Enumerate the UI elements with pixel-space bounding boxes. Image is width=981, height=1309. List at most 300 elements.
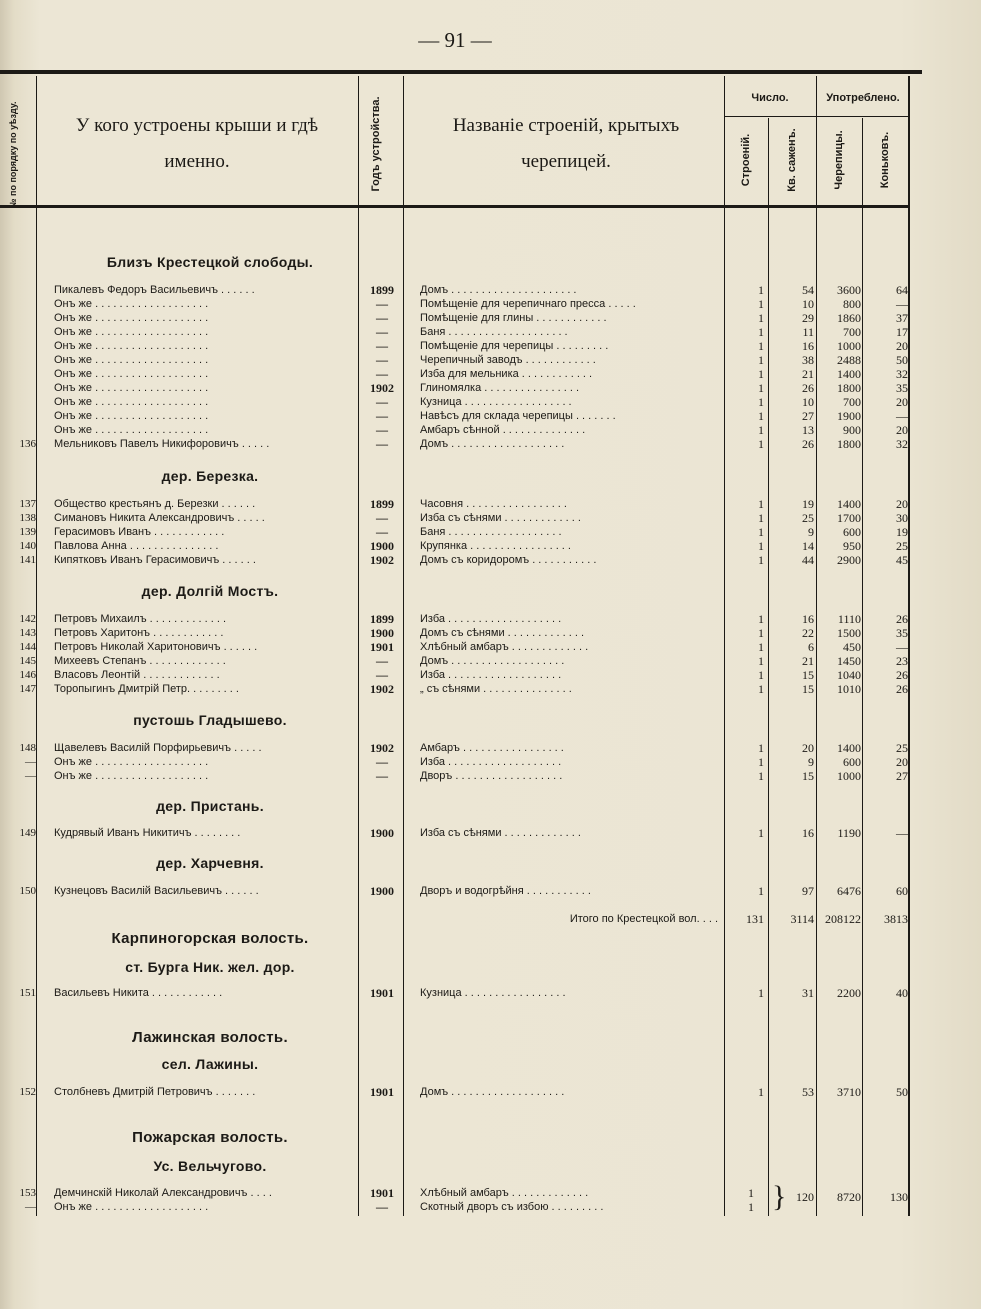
row-year: —	[376, 755, 388, 769]
volost-title: Пожарская волость.	[132, 1129, 288, 1146]
row-no: 153	[19, 1187, 36, 1199]
row-count: 1	[758, 283, 764, 297]
shared-values-row	[0, 1190, 910, 1204]
row-tiles: 1800	[837, 437, 861, 451]
row-ridges: 20	[896, 395, 908, 409]
row-year: —	[376, 353, 388, 367]
row-no: 142	[19, 613, 36, 625]
total-sq: 3114	[790, 912, 814, 926]
row-building: Хлѣбный амбаръ . . . . . . . . . . . . .	[420, 641, 589, 653]
row-no: 139	[19, 526, 36, 538]
table-row	[0, 395, 910, 409]
row-count: 1	[758, 553, 764, 567]
row-building: Крупянка . . . . . . . . . . . . . . . . .	[420, 540, 571, 552]
row-year: 1900	[370, 626, 394, 640]
table-row	[0, 769, 910, 783]
row-count: 1	[758, 339, 764, 353]
row-tiles: 1860	[837, 311, 861, 325]
row-ridges: 130	[890, 1190, 908, 1204]
row-count: 1	[758, 668, 764, 682]
row-owner: Онъ же . . . . . . . . . . . . . . . . . . .	[54, 368, 209, 380]
table-row	[0, 755, 910, 769]
table-row	[0, 654, 910, 668]
page-number: — 91 —	[418, 28, 492, 52]
header-col-building: Названіе строеній, крытыхъ черепицей.	[452, 115, 680, 172]
row-building: Дворъ . . . . . . . . . . . . . . . . . .	[420, 770, 563, 782]
row-ridges: 20	[896, 339, 908, 353]
row-year: 1899	[370, 283, 394, 297]
row-ridges: 20	[896, 423, 908, 437]
row-ridges: —	[896, 409, 908, 423]
row-year: 1900	[370, 884, 394, 898]
row-year: —	[376, 395, 388, 409]
row-owner: Петровъ Харитонъ . . . . . . . . . . . .	[54, 627, 224, 639]
row-no: 147	[19, 683, 36, 695]
row-ridges: 64	[896, 283, 908, 297]
row-ridges: 25	[896, 741, 908, 755]
row-year: 1900	[370, 539, 394, 553]
table-row	[0, 612, 910, 626]
table-row	[0, 297, 910, 311]
row-tiles: 1400	[837, 741, 861, 755]
row-sq: 20	[802, 741, 814, 755]
row-building: Кузница . . . . . . . . . . . . . . . . . .	[420, 396, 572, 408]
row-building: Помѣщеніе для черепичнаго пресса . . . . .	[420, 298, 636, 310]
row-owner: Власовъ Леонтій . . . . . . . . . . . . .	[54, 669, 220, 681]
row-year: 1899	[370, 497, 394, 511]
row-sq: 16	[802, 339, 814, 353]
row-sq: 10	[802, 395, 814, 409]
row-building: Навѣсъ для склада черепицы . . . . . . .	[420, 410, 616, 422]
row-sq: 38	[802, 353, 814, 367]
row-owner: Онъ же . . . . . . . . . . . . . . . . . . .	[54, 312, 209, 324]
row-no: —	[25, 770, 36, 782]
row-year: —	[376, 311, 388, 325]
row-ridges: 20	[896, 497, 908, 511]
row-year: —	[376, 339, 388, 353]
table-row	[0, 311, 910, 325]
row-sq: 16	[802, 826, 814, 840]
row-ridges: 20	[896, 755, 908, 769]
row-ridges: 50	[896, 353, 908, 367]
table-row	[0, 525, 910, 539]
row-ridges: —	[896, 297, 908, 311]
row-owner: Столбневъ Дмитрій Петровичъ . . . . . . .	[54, 1086, 256, 1098]
row-tiles: 3600	[837, 283, 861, 297]
total-label: Итого по Крестецкой вол. . . .	[569, 913, 718, 925]
table-row	[0, 367, 910, 381]
row-ridges: 30	[896, 511, 908, 525]
row-no: 146	[19, 669, 36, 681]
header-bottom-rule	[0, 205, 908, 208]
row-sq: 97	[802, 884, 814, 898]
row-count: 1	[758, 381, 764, 395]
row-sq: 25	[802, 511, 814, 525]
row-owner: Онъ же . . . . . . . . . . . . . . . . . . .	[54, 340, 209, 352]
row-ridges: 25	[896, 539, 908, 553]
total-ridges: 3813	[884, 912, 908, 926]
row-no: —	[25, 756, 36, 768]
row-sq: 54	[802, 283, 814, 297]
row-year: 1899	[370, 612, 394, 626]
row-sq: 11	[802, 325, 814, 339]
row-ridges: 50	[896, 1085, 908, 1099]
row-no: 149	[19, 827, 36, 839]
row-building: Домъ . . . . . . . . . . . . . . . . . . .	[420, 438, 565, 450]
row-sq: 26	[802, 437, 814, 451]
row-year: —	[376, 769, 388, 783]
volost-subtitle: сел. Лажины.	[161, 1056, 259, 1072]
row-ridges: 32	[896, 367, 908, 381]
row-sq: 13	[802, 423, 814, 437]
row-count: 1	[748, 1200, 754, 1214]
table-row	[0, 409, 910, 423]
row-count: 1	[758, 409, 764, 423]
row-year: —	[376, 409, 388, 423]
row-building: Часовня . . . . . . . . . . . . . . . . .	[420, 498, 567, 510]
row-owner: Общество крестьянъ д. Березки . . . . . .	[54, 498, 256, 510]
row-building: Домъ съ сѣнями . . . . . . . . . . . . .	[420, 627, 585, 639]
row-count: 1	[758, 539, 764, 553]
table-row	[0, 283, 910, 297]
row-count: 1	[758, 497, 764, 511]
row-count: 1	[748, 1186, 754, 1200]
row-no: 152	[19, 1086, 36, 1098]
row-count: 1	[758, 884, 764, 898]
row-ridges: 26	[896, 612, 908, 626]
row-count: 1	[758, 437, 764, 451]
row-building: Изба . . . . . . . . . . . . . . . . . . .	[420, 756, 562, 768]
row-owner: Онъ же . . . . . . . . . . . . . . . . . . .	[54, 410, 209, 422]
row-tiles: 1040	[837, 668, 861, 682]
table-row	[0, 668, 910, 682]
row-tiles: 1400	[837, 367, 861, 381]
row-ridges: 19	[896, 525, 908, 539]
row-year: —	[376, 654, 388, 668]
header-col-no: № по порядку по уѣзду.	[8, 101, 18, 209]
row-tiles: 600	[843, 755, 861, 769]
row-year: —	[376, 297, 388, 311]
row-tiles: 2488	[837, 353, 861, 367]
row-year: —	[376, 1200, 388, 1214]
table-row	[0, 884, 910, 898]
row-owner: Онъ же . . . . . . . . . . . . . . . . . . .	[54, 756, 209, 768]
row-year: 1902	[370, 682, 394, 696]
volost-title: Лажинская волость.	[132, 1029, 288, 1046]
row-count: 1	[758, 395, 764, 409]
row-ridges: 26	[896, 668, 908, 682]
row-count: 1	[758, 769, 764, 783]
top-rule	[0, 70, 922, 74]
row-no: —	[25, 1201, 36, 1213]
row-no: 144	[19, 641, 36, 653]
row-sq: 29	[802, 311, 814, 325]
row-year: 1902	[370, 553, 394, 567]
row-year: —	[376, 367, 388, 381]
row-building: Дворъ и водогрѣйня . . . . . . . . . . .	[420, 885, 591, 897]
row-year: —	[376, 668, 388, 682]
row-owner: Онъ же . . . . . . . . . . . . . . . . . . .	[54, 770, 209, 782]
row-count: 1	[758, 826, 764, 840]
row-sq: 21	[802, 654, 814, 668]
volost-title: Карпиногорская волость.	[111, 930, 309, 947]
row-tiles: 1900	[837, 409, 861, 423]
row-tiles: 3710	[837, 1085, 861, 1099]
row-no: 148	[19, 742, 36, 754]
header-col-tiles: Черепицы.	[833, 130, 845, 190]
section-title: пустошь Гладышево.	[133, 712, 287, 728]
row-ridges: 40	[896, 986, 908, 1000]
row-ridges: 37	[896, 311, 908, 325]
row-tiles: 1400	[837, 497, 861, 511]
row-tiles: 950	[843, 539, 861, 553]
volost-subtitle: ст. Бурга Ник. жел. дор.	[125, 959, 295, 975]
row-count: 1	[758, 525, 764, 539]
row-building: Домъ съ коридоромъ . . . . . . . . . . .	[420, 554, 597, 566]
row-sq: 44	[802, 553, 814, 567]
row-tiles: 2200	[837, 986, 861, 1000]
row-owner: Онъ же . . . . . . . . . . . . . . . . . . .	[54, 396, 209, 408]
table-row	[0, 511, 910, 525]
table-row	[0, 353, 910, 367]
row-owner: Кипятковъ Иванъ Герасимовичъ . . . . . .	[54, 554, 256, 566]
row-building: Изба съ сѣнями . . . . . . . . . . . . .	[420, 512, 581, 524]
row-building: Помѣщеніе для черепицы . . . . . . . . .	[420, 340, 609, 352]
row-year: 1901	[370, 640, 394, 654]
row-year: 1902	[370, 741, 394, 755]
row-owner: Онъ же . . . . . . . . . . . . . . . . . . .	[54, 382, 209, 394]
row-sq: 9	[808, 525, 814, 539]
row-year: 1900	[370, 826, 394, 840]
total-row	[0, 912, 910, 926]
row-count: 1	[758, 755, 764, 769]
row-sq: 15	[802, 769, 814, 783]
row-count: 1	[758, 367, 764, 381]
row-tiles: 1450	[837, 654, 861, 668]
row-sq: 15	[802, 668, 814, 682]
row-owner: Васильевъ Никита . . . . . . . . . . . .	[54, 987, 223, 999]
row-owner: Герасимовъ Иванъ . . . . . . . . . . . .	[54, 526, 225, 538]
row-sq: 26	[802, 381, 814, 395]
row-tiles: 8720	[837, 1190, 861, 1204]
row-year: —	[376, 437, 388, 451]
row-count: 1	[758, 626, 764, 640]
row-ridges: 23	[896, 654, 908, 668]
brace-glyph: }	[772, 1180, 787, 1213]
row-tiles: 700	[843, 395, 861, 409]
row-ridges: —	[896, 826, 908, 840]
row-no: 150	[19, 885, 36, 897]
row-count: 1	[758, 741, 764, 755]
section-title: дер. Долгій Мостъ.	[141, 583, 279, 599]
row-year: —	[376, 511, 388, 525]
row-owner: Кудрявый Иванъ Никитичъ . . . . . . . .	[54, 827, 241, 839]
row-owner: Мельниковъ Павелъ Никифоровичъ . . . . .	[54, 438, 270, 450]
row-no: 141	[19, 554, 36, 566]
row-sq: 120	[796, 1190, 814, 1204]
row-building: Домъ . . . . . . . . . . . . . . . . . . . . .	[420, 284, 577, 296]
row-year: —	[376, 325, 388, 339]
row-no: 140	[19, 540, 36, 552]
row-owner: Онъ же . . . . . . . . . . . . . . . . . . .	[54, 354, 209, 366]
row-tiles: 700	[843, 325, 861, 339]
row-tiles: 450	[843, 640, 861, 654]
row-building: Черепичный заводъ . . . . . . . . . . . .	[420, 354, 596, 366]
row-sq: 27	[802, 409, 814, 423]
row-tiles: 2900	[837, 553, 861, 567]
row-sq: 53	[802, 1085, 814, 1099]
row-ridges: 35	[896, 626, 908, 640]
row-count: 1	[758, 297, 764, 311]
row-tiles: 6476	[837, 884, 861, 898]
row-building: Изба для мельника . . . . . . . . . . . .	[420, 368, 593, 380]
header-col-year: Годъ устройства.	[370, 96, 382, 192]
row-building: Амбаръ . . . . . . . . . . . . . . . . .	[420, 742, 564, 754]
row-sq: 10	[802, 297, 814, 311]
row-building: Изба . . . . . . . . . . . . . . . . . . .	[420, 669, 562, 681]
row-no: 137	[19, 498, 36, 510]
row-building: Кузница . . . . . . . . . . . . . . . . .	[420, 987, 566, 999]
row-owner: Михеевъ Степанъ . . . . . . . . . . . . .	[54, 655, 226, 667]
header-group-used: Употреблено.	[826, 92, 900, 104]
row-tiles: 1800	[837, 381, 861, 395]
row-sq: 14	[802, 539, 814, 553]
row-no: 143	[19, 627, 36, 639]
row-tiles: 900	[843, 423, 861, 437]
row-building: Хлѣбный амбаръ . . . . . . . . . . . . .	[420, 1187, 589, 1199]
row-sq: 22	[802, 626, 814, 640]
row-tiles: 1700	[837, 511, 861, 525]
row-tiles: 1000	[837, 769, 861, 783]
row-building: Баня . . . . . . . . . . . . . . . . . . . .	[420, 326, 568, 338]
section-title: Близъ Крестецкой слободы.	[106, 254, 314, 270]
row-building: Баня . . . . . . . . . . . . . . . . . . .	[420, 526, 562, 538]
row-count: 1	[758, 654, 764, 668]
row-year: 1902	[370, 381, 394, 395]
row-building: Амбаръ сѣнной . . . . . . . . . . . . . .	[420, 424, 586, 436]
row-sq: 31	[802, 986, 814, 1000]
row-sq: 19	[802, 497, 814, 511]
row-tiles: 600	[843, 525, 861, 539]
header-col-buildings: Строеній.	[740, 133, 752, 187]
table-row	[0, 640, 910, 654]
row-owner: Пикалевъ Федоръ Васильевичъ . . . . . .	[54, 284, 255, 296]
table-row	[0, 553, 910, 567]
section-title: дер. Пристань.	[156, 798, 264, 814]
table-row	[0, 826, 910, 840]
row-building: Изба съ сѣнями . . . . . . . . . . . . .	[420, 827, 581, 839]
row-building: Глиномялка . . . . . . . . . . . . . . . .	[420, 382, 580, 394]
row-count: 1	[758, 1085, 764, 1099]
row-building: Помѣщеніе для глины . . . . . . . . . . . .	[420, 312, 607, 324]
row-tiles: 1500	[837, 626, 861, 640]
table-row	[0, 423, 910, 437]
row-owner: Демчинскій Николай Александровичъ . . . .	[54, 1187, 272, 1199]
row-owner: Павлова Анна . . . . . . . . . . . . . . .	[54, 540, 219, 552]
table-row	[0, 626, 910, 640]
row-no: 136	[19, 438, 36, 450]
row-building: Изба . . . . . . . . . . . . . . . . . . .	[420, 613, 562, 625]
row-count: 1	[758, 612, 764, 626]
volost-subtitle: Ус. Вельчугово.	[153, 1158, 267, 1174]
total-tiles: 208122	[825, 912, 861, 926]
table-row	[0, 1085, 910, 1099]
row-year: 1901	[370, 1085, 394, 1099]
row-ridges: 32	[896, 437, 908, 451]
row-owner: Онъ же . . . . . . . . . . . . . . . . . . .	[54, 298, 209, 310]
row-ridges: —	[896, 640, 908, 654]
row-count: 1	[758, 423, 764, 437]
row-owner: Петровъ Михаилъ . . . . . . . . . . . . .	[54, 613, 227, 625]
row-tiles: 1190	[837, 826, 861, 840]
row-sq: 21	[802, 367, 814, 381]
table-row	[0, 682, 910, 696]
row-count: 1	[758, 986, 764, 1000]
table-row	[0, 497, 910, 511]
row-owner: Онъ же . . . . . . . . . . . . . . . . . . .	[54, 424, 209, 436]
row-ridges: 60	[896, 884, 908, 898]
row-ridges: 27	[896, 769, 908, 783]
row-sq: 9	[808, 755, 814, 769]
row-tiles: 800	[843, 297, 861, 311]
row-building: „ съ сѣнями . . . . . . . . . . . . . . .	[420, 683, 572, 695]
row-tiles: 1000	[837, 339, 861, 353]
row-sq: 6	[808, 640, 814, 654]
table-row	[0, 539, 910, 553]
table-row	[0, 741, 910, 755]
row-owner: Онъ же . . . . . . . . . . . . . . . . . . .	[54, 1201, 209, 1213]
header-col-owner: У кого устроены крыши и гдѣ именно.	[75, 115, 319, 172]
row-year: 1901	[370, 986, 394, 1000]
table-row	[0, 381, 910, 395]
row-sq: 16	[802, 612, 814, 626]
row-building: Домъ . . . . . . . . . . . . . . . . . . .	[420, 1086, 565, 1098]
row-owner: Кузнецовъ Василій Васильевичъ . . . . . .	[54, 885, 259, 897]
table-row	[0, 437, 910, 451]
row-no: 151	[19, 987, 36, 999]
row-tiles: 1110	[837, 612, 861, 626]
row-count: 1	[758, 511, 764, 525]
header-group-count: Число.	[751, 92, 789, 104]
row-ridges: 45	[896, 553, 908, 567]
row-count: 1	[758, 325, 764, 339]
row-sq: 15	[802, 682, 814, 696]
table-row	[0, 986, 910, 1000]
row-owner: Онъ же . . . . . . . . . . . . . . . . . . .	[54, 326, 209, 338]
row-count: 1	[758, 311, 764, 325]
row-ridges: 35	[896, 381, 908, 395]
row-count: 1	[758, 682, 764, 696]
row-year: —	[376, 525, 388, 539]
row-owner: Торопыгинъ Дмитрій Петр. . . . . . . . .	[54, 683, 239, 695]
row-building: Скотный дворъ съ избою . . . . . . . . .	[420, 1201, 604, 1213]
row-owner: Петровъ Николай Харитоновичъ . . . . . .	[54, 641, 258, 653]
row-tiles: 1010	[837, 682, 861, 696]
header-col-ridges: Коньковъ.	[879, 131, 891, 189]
row-no: 138	[19, 512, 36, 524]
table-row	[0, 325, 910, 339]
section-title: дер. Харчевня.	[156, 855, 264, 871]
row-no: 145	[19, 655, 36, 667]
row-ridges: 26	[896, 682, 908, 696]
total-count: 131	[746, 912, 764, 926]
row-owner: Симановъ Никита Александровичъ . . . . .	[54, 512, 265, 524]
row-count: 1	[758, 353, 764, 367]
row-year: 1901	[370, 1186, 394, 1200]
table-row	[0, 339, 910, 353]
row-owner: Щавелевъ Василій Порфирьевичъ . . . . .	[54, 742, 262, 754]
row-ridges: 17	[896, 325, 908, 339]
